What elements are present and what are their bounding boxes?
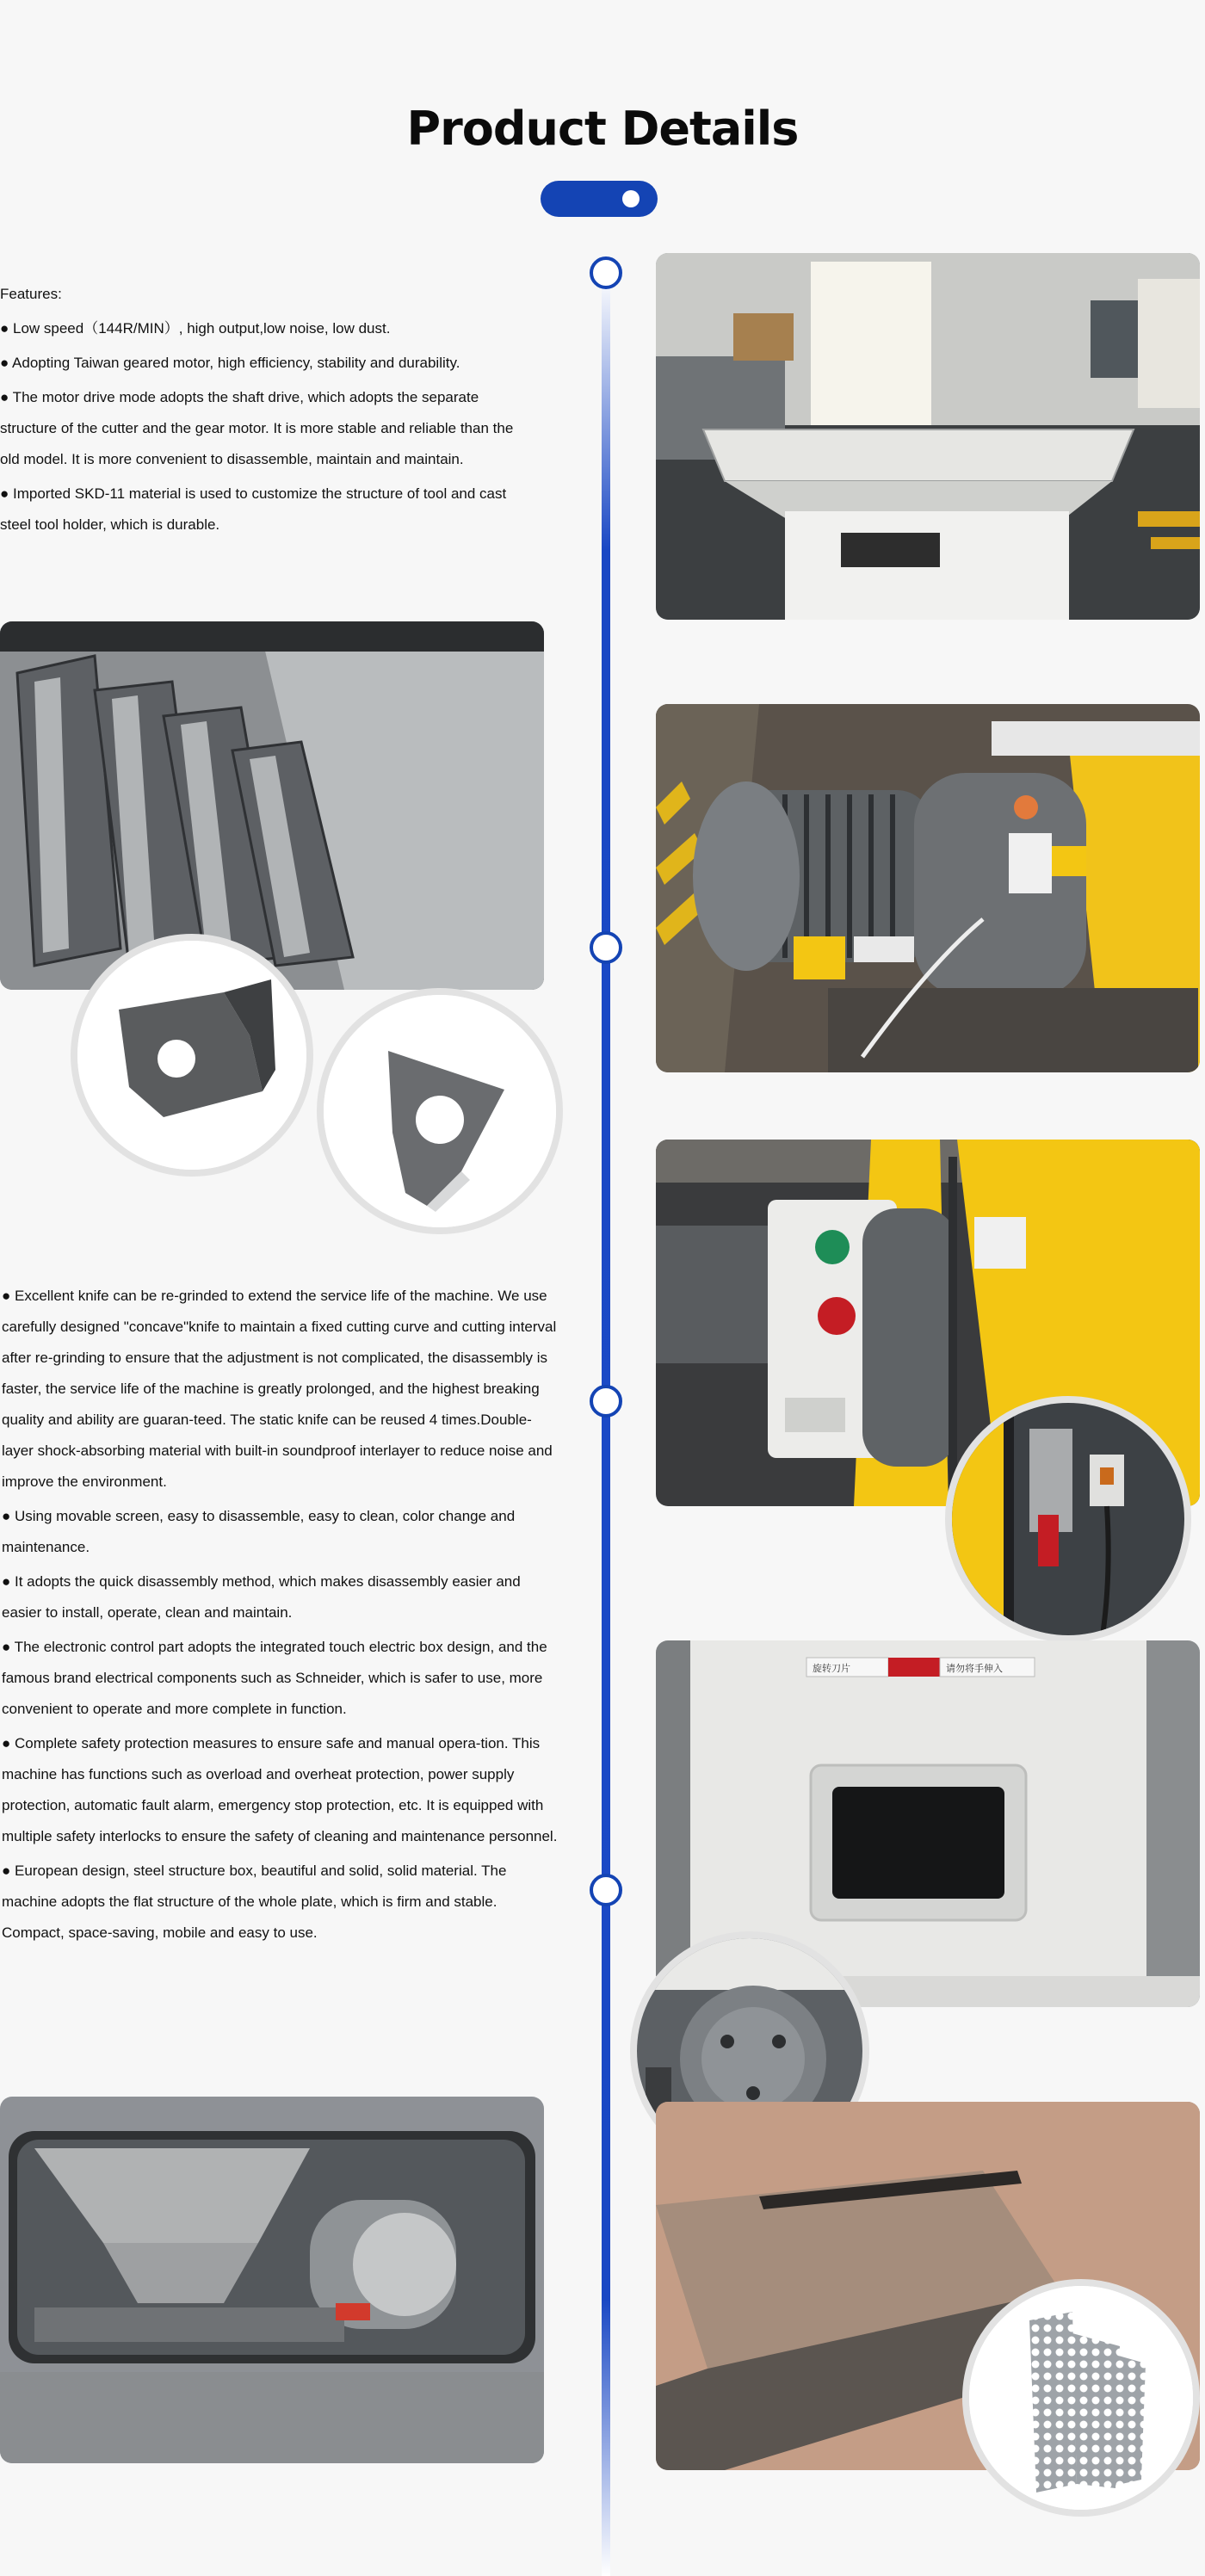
details-block [2, 1281, 561, 1949]
toggle-pill-decoration [541, 181, 658, 217]
rotary-blade-label: 旋转刀片 [813, 1663, 850, 1674]
timeline-line [602, 274, 610, 2576]
toggle-knob [622, 190, 640, 207]
cutter-chamber-photo [0, 621, 544, 990]
timeline-node [590, 256, 622, 289]
timeline-node [590, 1385, 622, 1418]
feature-item: ● Low speed（144R/MIN）, high output,low noise, low dust. [0, 320, 391, 337]
detail-item: ● Excellent knife can be re-grinded to extend the service life of the machine. We use carefully designed "concave"knife to maintain a fixed cutting curve and cutting interval after re-grinding to ensure that the adjustment is not complicated, the disassembly is faster, the service life of the machine is greatly prolonged, and the highest breaking quality and ability are guaran-teed. The static knife can be reused 4 times.Double-layer shock-absorbing material with built-in soundproof interlayer to reduce noise and improve the environment. [2, 1288, 557, 1490]
features-heading: Features: [0, 286, 62, 302]
detail-item: ● European design, steel structure box, beautiful and solid, solid material. The machine adopts the flat structure of the whole plate, which is firm and stable. Compact, space-saving, mobile and easy to use. [2, 1863, 507, 1941]
hopper-photo [656, 253, 1200, 620]
features-block [0, 279, 516, 541]
timeline-node [590, 931, 622, 964]
detail-item: ● The electronic control part adopts the integrated touch electric box design, and the famous brand electrical components such as Schneider, which is safer to use, more convenient to operate and more complete in function. [2, 1639, 547, 1717]
page-title: Product Details [406, 102, 799, 156]
perforated-screen-circle [962, 2279, 1200, 2517]
safety-switch-circle [945, 1396, 1191, 1642]
feature-item: ● Adopting Taiwan geared motor, high efficiency, stability and durability. [0, 355, 460, 371]
detail-item: ● It adopts the quick disassembly method, which makes disassembly easier and easier to install, operate, clean and maintain. [2, 1573, 521, 1621]
gear-motor-photo [656, 704, 1200, 1072]
square-blade-circle [71, 934, 313, 1177]
detail-item: ● Complete safety protection measures to ensure safe and manual opera-tion. This machine has functions such as overload and overheat protection, power supply protection, automatic fault alarm, emergency stop protection, etc. It is equipped with multiple safety interlocks to ensure the safety of cleaning and maintenance personnel. [2, 1735, 558, 1844]
triangle-blade-circle [317, 988, 563, 1234]
blower-assembly-photo [0, 2097, 544, 2463]
feature-item: ● Imported SKD-11 material is used to customize the structure of tool and cast steel tool holder, which is durable. [0, 485, 507, 533]
feature-item: ● The motor drive mode adopts the shaft drive, which adopts the separate structure of the cutter and the gear motor. It is more stable and reliable than the old model. It is more convenient to disassemble, maintain and maintain. [0, 389, 514, 467]
warning-label: 请勿将手伸入 [946, 1663, 1003, 1674]
timeline-node [590, 1874, 622, 1906]
detail-item: ● Using movable screen, easy to disassemble, easy to clean, color change and maintenance. [2, 1508, 516, 1555]
